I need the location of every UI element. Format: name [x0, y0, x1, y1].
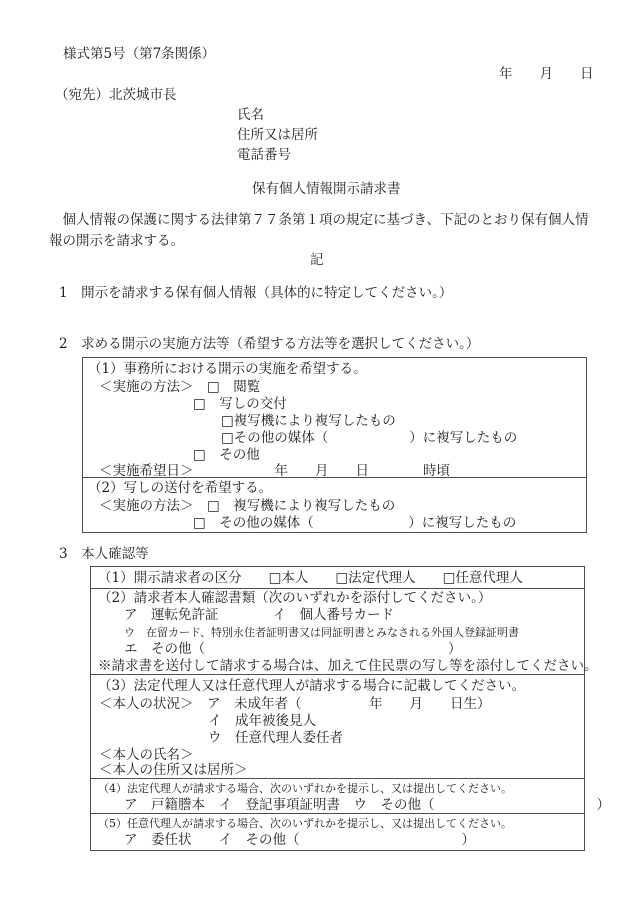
identity-doc-options-a-b: ア 運転免許証 イ 個人番号カード [124, 607, 394, 623]
office-disclosure-heading: （1）事務所における開示の実施を希望する。 [88, 361, 367, 377]
date-blank-line: 年 月 日 [499, 66, 594, 82]
copy-to-other-media-option: □その他の媒体（ ）に複写したもの [221, 430, 518, 446]
copy-mailing-heading: （2）写しの送付を希望する。 [88, 480, 273, 496]
copy-by-photocopier-option: □複写機により複写したもの [221, 413, 396, 429]
representative-entry-heading: （3）法定代理人又は任意代理人が請求する場合に記載してください。 [98, 678, 526, 694]
desired-date-line: ＜実施希望日＞ 年 月 日 時頃 [99, 463, 450, 479]
section-3-heading: 3 本人確認等 [59, 546, 149, 562]
intro-paragraph-line2: 報の開示を請求する。 [49, 233, 184, 249]
identity-documents-heading: （2）請求者本人確認書類（次のいずれかを添付してください。） [98, 590, 492, 606]
method-option-copy: □ 写しの交付 [193, 396, 287, 412]
principal-name-label: ＜本人の氏名＞ [99, 747, 194, 763]
legal-rep-doc-options: ア 戸籍謄本 イ 登記事項証明書 ウ その他（ ） [124, 797, 610, 813]
method-option-view: ＜実施の方法＞ □ 閲覧 [99, 379, 261, 395]
identity-confirmation-table [90, 566, 610, 851]
applicant-name-label: 氏名 [237, 107, 264, 123]
method-option-other: □ その他 [193, 447, 260, 463]
principal-address-label: ＜本人の住所又は居所＞ [99, 762, 248, 778]
mailing-note: ※請求書を送付して請求する場合は、加えて住民票の写し等を添付してください。 [98, 658, 598, 674]
row-divider [91, 813, 584, 814]
mailing-method-photocopier-option: ＜実施の方法＞ □ 複写機により複写したもの [99, 498, 396, 514]
section-1-heading: 1 開示を請求する保有個人情報（具体的に特定してください。） [59, 285, 453, 301]
intro-paragraph-line1: 個人情報の保護に関する法律第７７条第１項の規定に基づき、下記のとおり保有個人情 [49, 212, 589, 228]
document-title: 保有個人情報開示請求書 [252, 181, 401, 197]
row-divider [91, 588, 584, 589]
form-number: 様式第5号（第7条関係） [63, 46, 216, 62]
applicant-phone-label: 電話番号 [237, 147, 291, 163]
identity-doc-option-c: ウ 在留カード、特別永住者証明書又は同証明書とみなされる外国人登録証明書 [124, 626, 520, 639]
identity-doc-option-d: エ その他（ ） [124, 641, 462, 657]
applicant-address-label: 住所又は居所 [237, 127, 318, 143]
row-divider [83, 477, 586, 478]
mailing-method-other-media-option: □ その他の媒体（ ）に複写したもの [193, 515, 517, 531]
disclosure-method-table [82, 357, 587, 533]
row-divider [91, 778, 584, 779]
requester-category-row: （1）開示請求者の区分 □本人 □法定代理人 □任意代理人 [98, 570, 523, 586]
voluntary-rep-documents-heading: （5）任意代理人が請求する場合、次のいずれかを提示し、又は提出してください。 [98, 817, 512, 830]
section-2-heading: 2 求める開示の実施方法等（希望する方法等を選択してください。） [59, 336, 480, 352]
ki-marker: 記 [310, 252, 324, 268]
addressee-line: （宛先）北茨城市長 [55, 87, 177, 103]
voluntary-rep-doc-options: ア 委任状 イ その他（ ） [124, 832, 475, 848]
principal-status-adult-ward: イ 成年被後見人 [208, 713, 316, 729]
legal-rep-documents-heading: （4）法定代理人が請求する場合、次のいずれかを提示し、又は提出してください。 [98, 782, 512, 795]
principal-status-delegator: ウ 任意代理人委任者 [208, 730, 343, 746]
principal-status-minor: ＜本人の状況＞ ア 未成年者（ 年 月 日生） [99, 696, 491, 712]
row-divider [91, 674, 584, 675]
